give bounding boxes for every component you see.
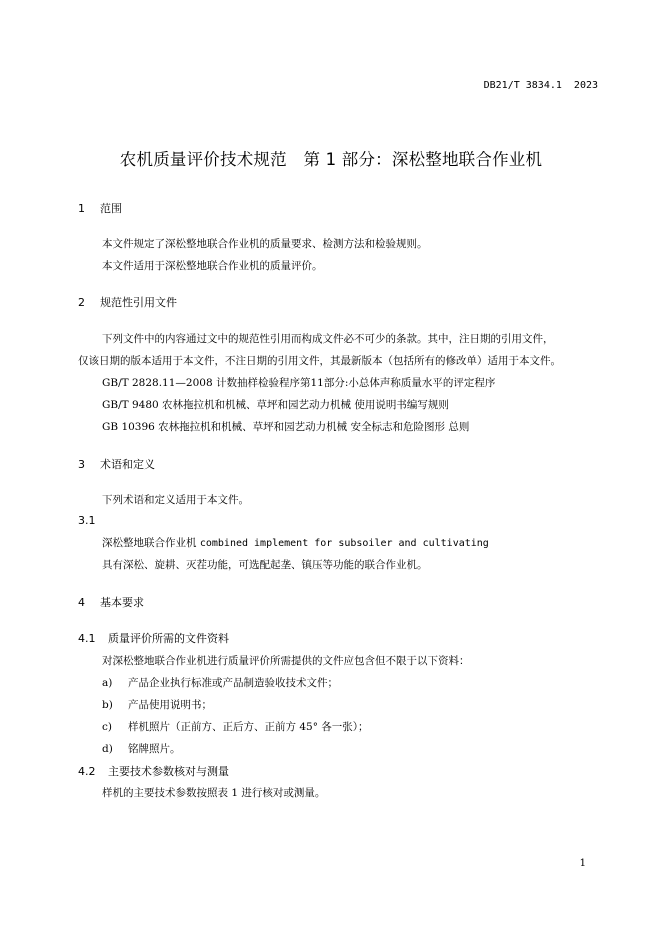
subsection-4-1-heading — [78, 630, 229, 646]
section-title: 范围 — [100, 202, 122, 215]
section-title: 术语和定义 — [100, 458, 155, 471]
list-label: d) — [102, 743, 113, 755]
list-item — [102, 719, 369, 734]
section-4-heading — [78, 594, 144, 610]
list-item — [102, 697, 212, 712]
paragraph-continuation: 仅该日期的版本适用于本文件，不注日期的引用文件，其最新版本（包括所有的修改单）适用于本文件。 — [78, 355, 561, 367]
list-label: a) — [102, 677, 113, 689]
paragraph: 下列术语和定义适用于本文件。 — [102, 494, 249, 506]
section-title: 规范性引用文件 — [100, 296, 177, 309]
list-text: 产品企业执行标准或产品制造验收技术文件； — [128, 677, 338, 689]
document-code: DB21/T 3834.1 2023 — [483, 80, 598, 91]
section-title: 基本要求 — [100, 596, 144, 609]
list-item — [102, 741, 181, 756]
subsection-title: 质量评价所需的文件资料 — [108, 632, 229, 645]
section-3-heading — [78, 456, 155, 472]
section-number: 2 — [78, 296, 85, 309]
list-label: b) — [102, 699, 113, 711]
paragraph: 本文件适用于深松整地联合作业机的质量评价。 — [102, 260, 323, 272]
list-label: c) — [102, 721, 112, 733]
document-title: 农机质量评价技术规范 第 1 部分：深松整地联合作业机 — [119, 150, 543, 169]
subsection-number: 4.2 — [78, 765, 96, 778]
paragraph: 本文件规定了深松整地联合作业机的质量要求、检测方法和检验规则。 — [102, 238, 428, 250]
term-english: combined implement for subsoiler and cultivating — [199, 538, 489, 549]
section-number: 3 — [78, 458, 85, 471]
term-definition: 具有深松、旋耕、灭茬功能，可选配起垄、镇压等功能的联合作业机。 — [102, 559, 428, 571]
paragraph: 下列文件中的内容通过文中的规范性引用而构成文件必不可少的条款。其中，注日期的引用文件， — [102, 333, 554, 345]
reference-item: GB/T 9480 农林拖拉机和机械、草坪和园艺动力机械 使用说明书编写规则 — [102, 399, 449, 411]
section-1-heading — [78, 200, 122, 216]
paragraph: 样机的主要技术参数按照表 1 进行核对或测量。 — [102, 787, 326, 799]
subsection-title: 主要技术参数核对与测量 — [108, 765, 229, 778]
term-entry — [102, 535, 489, 550]
list-text: 铭牌照片。 — [128, 743, 181, 755]
section-number: 4 — [78, 596, 85, 609]
list-text: 样机照片（正前方、正后方、正前方 45° 各一张）； — [128, 721, 369, 733]
reference-item: GB 10396 农林拖拉机和机械、草坪和园艺动力机械 安全标志和危险图形 总则 — [102, 421, 470, 433]
list-text: 产品使用说明书； — [128, 699, 212, 711]
reference-item: GB/T 2828.11—2008 计数抽样检验程序第11部分:小总体声称质量水平的评定程序 — [102, 377, 496, 389]
page-number: 1 — [579, 858, 586, 869]
subsection-number: 4.1 — [78, 632, 96, 645]
paragraph: 对深松整地联合作业机进行质量评价所需提供的文件应包含但不限于以下资料： — [102, 655, 470, 667]
list-item — [102, 675, 338, 690]
subsection-4-2-heading — [78, 763, 229, 779]
section-2-heading — [78, 294, 177, 310]
section-number: 1 — [78, 202, 85, 215]
term-number: 3.1 — [78, 514, 96, 527]
term-chinese: 深松整地联合作业机 — [102, 537, 197, 549]
